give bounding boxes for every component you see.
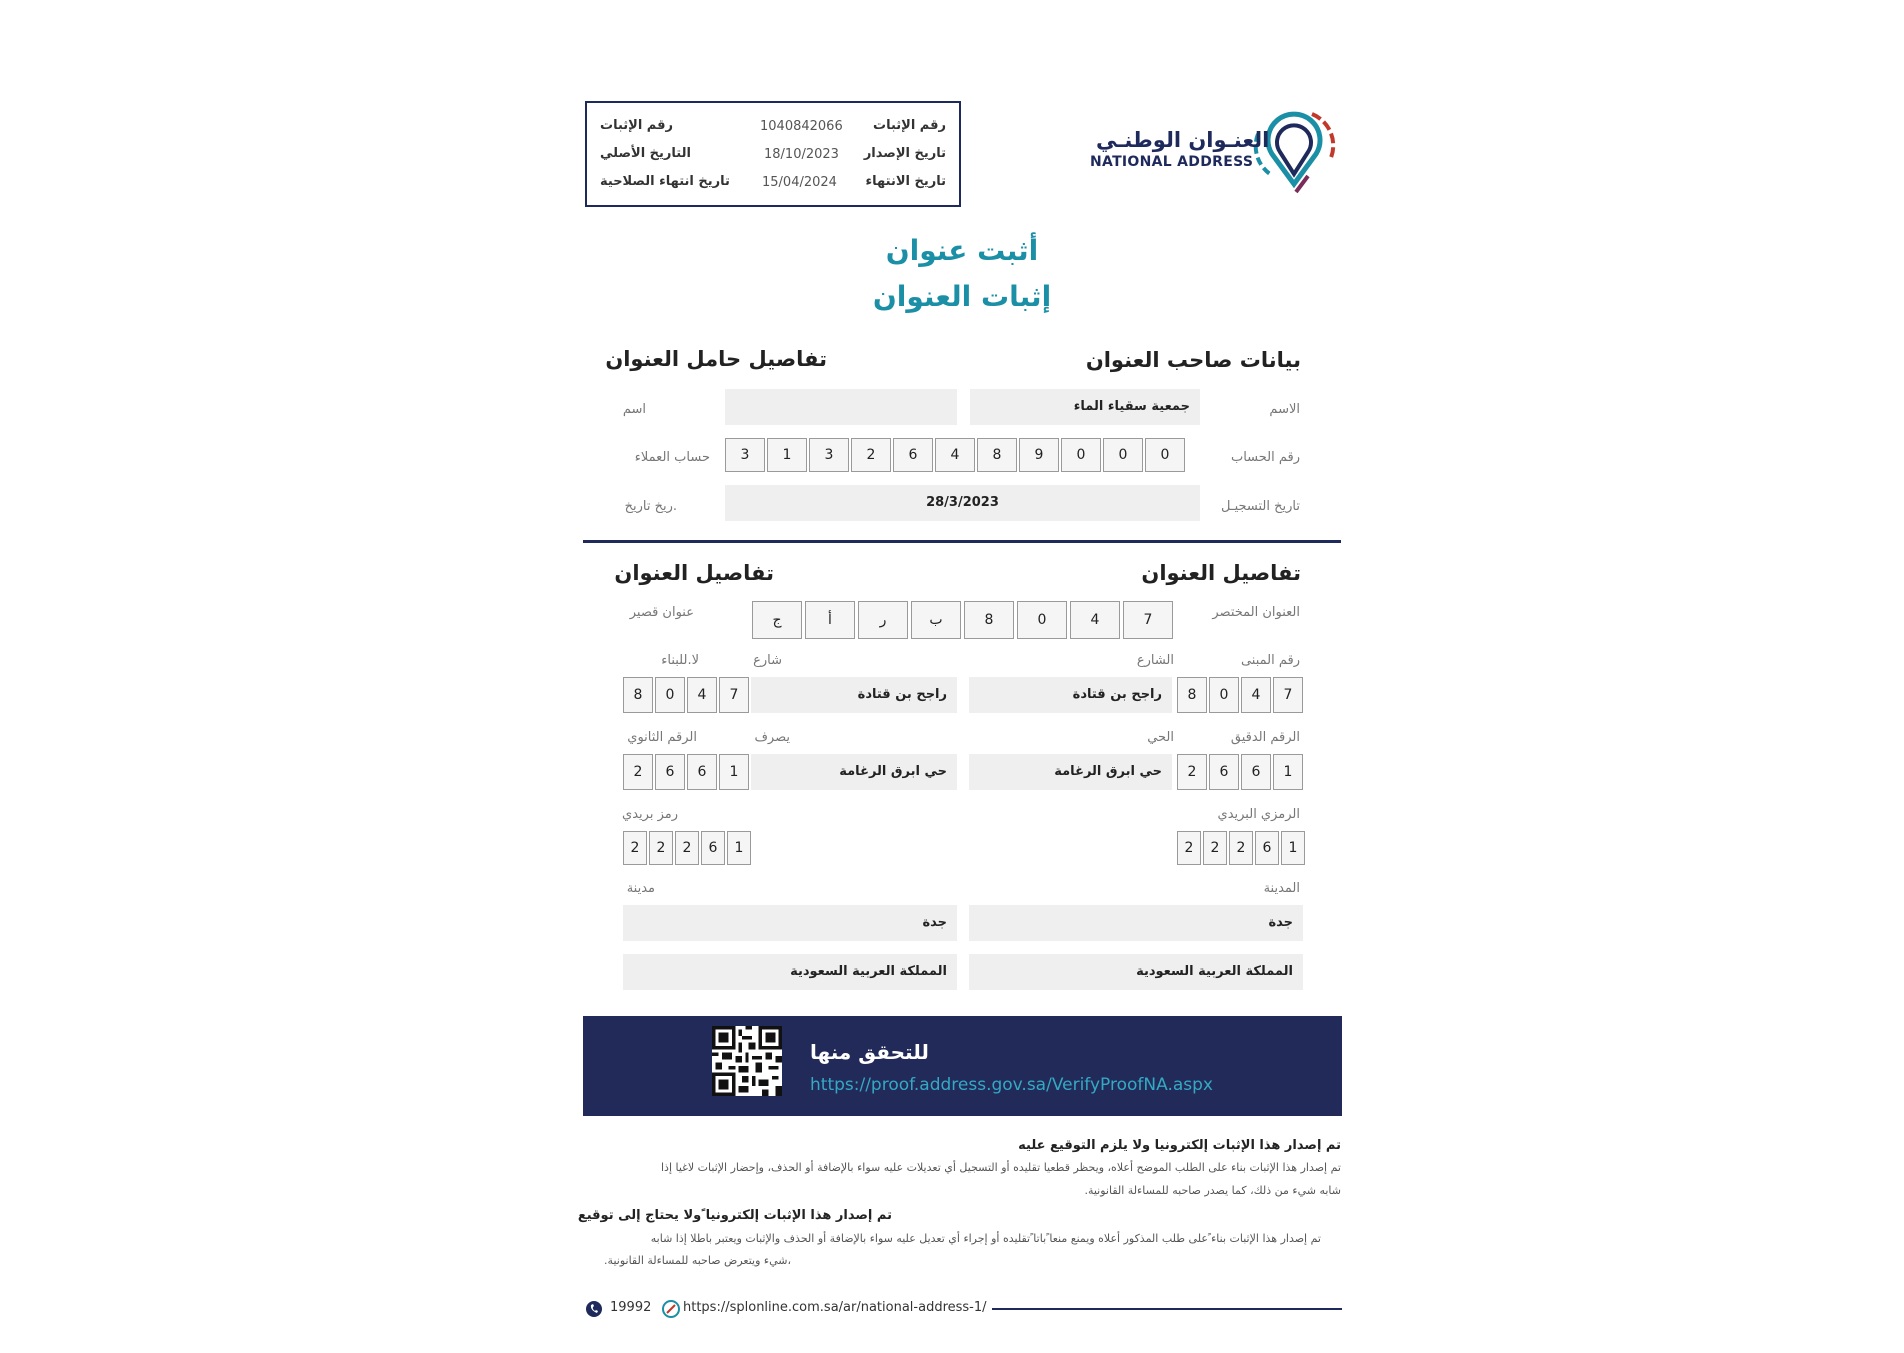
digit-cell: 2 <box>1177 754 1207 790</box>
building-number-cells <box>1177 677 1303 713</box>
postal-code-cells <box>1177 831 1305 865</box>
digit-cell: 2 <box>623 754 653 790</box>
section-divider <box>583 540 1341 543</box>
district-label: الحي <box>1147 730 1174 745</box>
owner-heading: بيانات صاحب العنوان <box>1085 348 1301 372</box>
city-label: المدينة <box>1263 881 1300 896</box>
holder-account-label: حساب العملاء <box>634 450 710 465</box>
building-label: رقم المبنى <box>1240 653 1300 668</box>
holder-date-label: .ريخ تاريخ <box>624 499 677 514</box>
proof-number: 1040842066 <box>760 119 843 134</box>
proof-number-label: رقم الإثبات <box>873 118 946 133</box>
digit-cell: 3 <box>809 438 849 472</box>
address-heading-left: تفاصيل العنوان <box>614 561 774 585</box>
reg-date-label: تاريخ التسجيـل <box>1220 499 1300 514</box>
logo-arabic-text: العنـوان الوطنـي <box>1096 128 1270 152</box>
digit-cell: 6 <box>1255 831 1279 865</box>
owner-name-field: جمعية سقياء الماء <box>970 389 1200 425</box>
street-field-left: راجح بن قتادة <box>751 677 957 713</box>
short-address-label: العنوان المختصر <box>1212 605 1300 620</box>
logo-english-text: NATIONAL ADDRESS <box>1090 154 1254 170</box>
digit-cell: 2 <box>1177 831 1201 865</box>
page-title-1: أثبت عنوان <box>885 234 1039 267</box>
note-paragraph-1a: تم إصدار هذا الإثبات بناء على الطلب الموضح أعلاه، ويحظر قطعيا تقليده أو التسجيل أي تعديلات عليه سواء بالإضافة أو الحذف، وإحضار الإثبات لاغيا إذا <box>660 1161 1341 1174</box>
digit-cell: 4 <box>687 677 717 713</box>
digit-cell: 2 <box>649 831 673 865</box>
digit-cell: ب <box>911 601 961 639</box>
digit-cell: 9 <box>1019 438 1059 472</box>
digit-cell: 2 <box>1229 831 1253 865</box>
short-address-cells <box>752 601 1173 639</box>
digit-cell: ر <box>858 601 908 639</box>
verify-heading: للتحقق منها <box>810 1040 929 1064</box>
district-label-left: يصرف <box>754 730 790 745</box>
digit-cell: 7 <box>1273 677 1303 713</box>
digit-cell: 6 <box>655 754 685 790</box>
digit-cell: 2 <box>675 831 699 865</box>
digit-cell: 0 <box>655 677 685 713</box>
verify-link[interactable]: https://proof.address.gov.sa/VerifyProofNA.aspx <box>810 1075 1213 1095</box>
digit-cell: 0 <box>1209 677 1239 713</box>
digit-cell: 4 <box>1070 601 1120 639</box>
digit-cell: 0 <box>1061 438 1101 472</box>
note-paragraph-2a: تم إصدار هذا الإثبات بناء ًعلى طلب المذكور أعلاه ويمنع منعا ًباتا ًتقليده أو إجراء أي تعديل عليه سواء بالإضافة أو الحذف والإثبات ويعتبر باطلا إذا شابه <box>650 1232 1321 1245</box>
digit-cell: أ <box>805 601 855 639</box>
holder-name-field <box>725 389 957 425</box>
verify-banner <box>583 1016 1342 1116</box>
page-title-2: إثبات العنوان <box>872 280 1052 313</box>
building-number-cells-left <box>623 677 749 713</box>
digit-cell: 8 <box>964 601 1014 639</box>
postal-label-left: رمز بريدي <box>622 807 678 822</box>
digit-cell: 2 <box>1203 831 1227 865</box>
building-label-left: لا.للبناء <box>661 653 699 668</box>
footer-website-link[interactable]: https://splonline.com.sa/ar/national-address-1/ <box>683 1300 987 1315</box>
owner-name-label: الاسم <box>1269 402 1300 417</box>
expiry-date: 15/04/2024 <box>762 175 837 190</box>
left-proof-label: رقم الإثبات <box>600 118 673 133</box>
holder-heading: تفاصيل حامل العنوان <box>605 347 827 371</box>
issue-date-label: تاريخ الإصدار <box>863 146 946 161</box>
city-field-left: جدة <box>623 905 957 941</box>
holder-name-label: اسم <box>622 402 646 417</box>
city-label-left: مدينة <box>626 881 655 896</box>
account-number-cells <box>725 438 1185 472</box>
digit-cell: 8 <box>977 438 1017 472</box>
digit-cell: 4 <box>1241 677 1271 713</box>
digit-cell: 1 <box>1281 831 1305 865</box>
digit-cell: 7 <box>1123 601 1173 639</box>
digit-cell: 6 <box>701 831 725 865</box>
web-icon <box>662 1300 680 1318</box>
national-address-logo-icon <box>1250 104 1340 200</box>
account-label: رقم الحساب <box>1230 450 1300 465</box>
postal-label: الرمزي البريدي <box>1217 807 1300 822</box>
digit-cell: 8 <box>1177 677 1207 713</box>
sub-number-label-left: الرقم الثانوي <box>627 730 697 745</box>
note-heading-1: تم إصدار هذا الإثبات إلكترونيا ولا يلزم التوقيع عليه <box>1018 1138 1341 1153</box>
sub-number-cells <box>1177 754 1303 790</box>
qr-code-icon[interactable] <box>712 1026 782 1096</box>
digit-cell: 1 <box>767 438 807 472</box>
digit-cell: ج <box>752 601 802 639</box>
digit-cell: 1 <box>727 831 751 865</box>
digit-cell: 8 <box>623 677 653 713</box>
digit-cell: 1 <box>719 754 749 790</box>
digit-cell: 6 <box>1241 754 1271 790</box>
left-original-date-label: التاريخ الأصلي <box>600 146 691 161</box>
left-validity-label: تاريخ انتهاء الصلاحية <box>600 174 730 189</box>
note-paragraph-2b: ،شيء ويتعرض صاحبه للمساءلة القانونية. <box>604 1254 791 1267</box>
digit-cell: 4 <box>935 438 975 472</box>
digit-cell: 6 <box>687 754 717 790</box>
district-field: حي ابرق الرغامة <box>969 754 1172 790</box>
note-heading-2: تم إصدار هذا الإثبات إلكترونيا ًولا يحتاج إلى توقيع <box>577 1208 892 1223</box>
digit-cell: 7 <box>719 677 749 713</box>
short-address-label-left: عنوان قصير <box>629 605 694 620</box>
expiry-date-label: تاريخ الانتهاء <box>865 174 946 189</box>
digit-cell: 6 <box>893 438 933 472</box>
digit-cell: 2 <box>851 438 891 472</box>
digit-cell: 0 <box>1145 438 1185 472</box>
street-field: راجح بن قتادة <box>969 677 1172 713</box>
country-field: المملكة العربية السعودية <box>969 954 1303 990</box>
digit-cell: 2 <box>623 831 647 865</box>
phone-icon <box>585 1300 603 1318</box>
country-field-left: المملكة العربية السعودية <box>623 954 957 990</box>
reg-date-field: 28/3/2023 <box>725 485 1200 521</box>
digit-cell: 3 <box>725 438 765 472</box>
issue-date: 18/10/2023 <box>764 147 839 162</box>
digit-cell: 0 <box>1017 601 1067 639</box>
district-field-left: حي ابرق الرغامة <box>751 754 957 790</box>
city-field: جدة <box>969 905 1303 941</box>
postal-code-cells-left <box>623 831 751 865</box>
note-paragraph-1b: شابه شيء من ذلك، كما يصدر صاحبه للمساءلة القانونية. <box>1084 1184 1341 1197</box>
address-heading-right: تفاصيل العنوان <box>1141 561 1301 585</box>
footer-phone[interactable]: 19992 <box>610 1300 652 1315</box>
footer-line <box>992 1308 1342 1310</box>
sub-number-label: الرقم الدقيق <box>1230 730 1300 745</box>
digit-cell: 6 <box>1209 754 1239 790</box>
digit-cell: 1 <box>1273 754 1303 790</box>
street-label-left: شارع <box>753 653 782 668</box>
street-label: الشارع <box>1136 653 1174 668</box>
digit-cell: 0 <box>1103 438 1143 472</box>
sub-number-cells-left <box>623 754 749 790</box>
